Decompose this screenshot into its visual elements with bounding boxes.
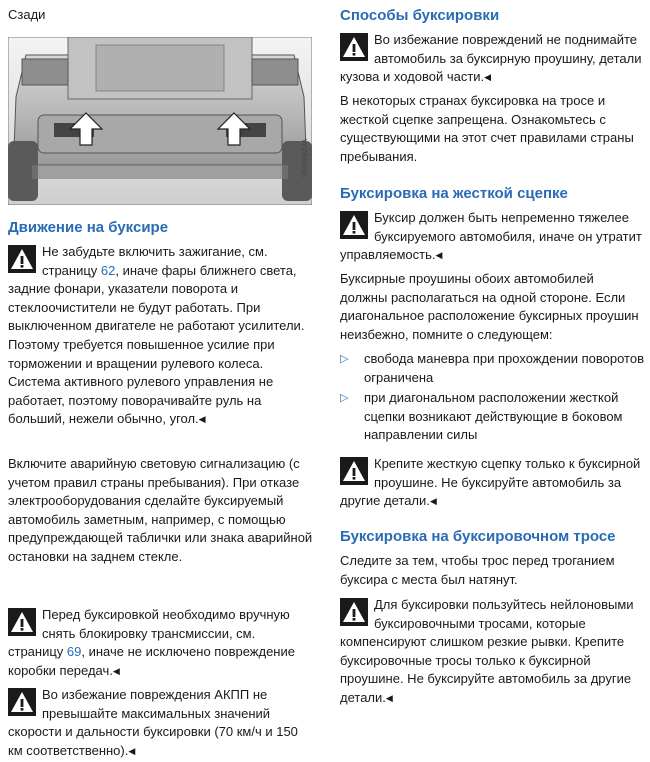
warning-icon — [340, 457, 368, 485]
warning-icon — [8, 245, 36, 273]
bullet-triangle-icon: ▷ — [340, 353, 349, 365]
end-mark-icon: ◀ — [484, 72, 492, 83]
towing-warning-2: Перед буксировкой необходимо вручную снять блокировку трансмиссии, см. страницу 69, иначе не исключено повреждение коробки передач.◀ — [8, 607, 295, 678]
rigid-warning: Буксир должен быть непременно тяжелее буксируемого автомобиля, иначе он утратит управляемость.◀ — [340, 210, 642, 263]
towing-heading: Движение на буксире — [8, 219, 169, 236]
rigid-paragraph: Буксирные проушины обоих автомобилей должны располагаться на одной стороне. Если диагональное расположение буксирных проушин неизбежно, помните о следующем: — [340, 271, 639, 342]
figure-caption: Сзади — [8, 7, 46, 22]
towing-warning-1: Не забудьте включить зажигание, см. страницу 62, иначе фары ближнего света, задние фонари, указатели поворота и стеклоочистители не будут работать. При выключенном двигателе не работают усилители. Поэтому требуется повышенное усилие при торможении и вращении рулевого колеса. Система активного рулевого управления не работает, поэтому поворачивайте руль на больший, нежели обычно, угол.◀ — [8, 244, 305, 427]
car-rear-photo — [8, 37, 312, 205]
end-mark-icon: ◀ — [435, 250, 443, 261]
rope-paragraph: Следите за тем, чтобы трос перед троганием буксира с места был натянут. — [340, 553, 615, 587]
methods-warning: Во избежание повреждений не поднимайте автомобиль за буксирную проушину, детали кузова и ходовой части.◀ — [340, 32, 642, 85]
warning-icon — [8, 688, 36, 716]
rigid-warning-2: Крепите жесткую сцепку только к буксирной проушине. Не буксируйте автомобиль за другие детали.◀ — [340, 456, 641, 509]
methods-heading: Способы буксировки — [340, 7, 500, 24]
warning-icon — [340, 598, 368, 626]
end-mark-icon: ◀ — [198, 414, 206, 425]
warning-icon — [8, 608, 36, 636]
rope-warning: Для буксировки пользуйтесь нейлоновыми буксировочными тросами, которые компенсируют слишком резкие рывки. Крепите буксировочные тросы только к буксирной проушине. Не буксируйте автомобиль за другие детали.◀ — [340, 597, 634, 705]
methods-paragraph: В некоторых странах буксировка на тросе и жесткой сцепке запрещена. Ознакомьтесь с существующими на этот счет правилами страны пребывания. — [340, 93, 634, 164]
end-mark-icon: ◀ — [385, 692, 393, 703]
rope-heading: Буксировка на буксировочном тросе — [340, 528, 616, 545]
warning-icon — [340, 33, 368, 61]
end-mark-icon: ◀ — [112, 665, 120, 676]
list-item: ▷ при диагональном расположении жесткой сцепки возникают действующие в боковом направлении силы — [340, 390, 623, 443]
end-mark-icon: ◀ — [128, 745, 136, 756]
page-link-69[interactable]: 69 — [66, 644, 82, 660]
photo-code: VA05082UA — [302, 138, 309, 177]
rigid-bullet-list — [340, 350, 644, 445]
end-mark-icon: ◀ — [429, 496, 437, 507]
bullet-triangle-icon: ▷ — [340, 392, 349, 405]
towing-warning-3: Во избежание повреждения АКПП не превышайте максимальных значений скорости и дальности буксировки (70 км/ч и 150 км соответственно).◀ — [8, 687, 298, 758]
list-item: ▷ свобода маневра при прохождении поворотов ограничена — [340, 351, 645, 385]
rigid-heading: Буксировка на жесткой сцепке — [340, 185, 568, 202]
hazard-paragraph: Включите аварийную световую сигнализацию (с учетом правил страны пребывания). При отказе электрооборудования сделайте буксируемый автомобиль заметным, например, с помощью предупреждающей таблички или знака аварийной остановки на заднем стекле. — [8, 456, 313, 564]
warning-icon — [340, 211, 368, 239]
page-link-62[interactable]: 62 — [100, 262, 116, 278]
